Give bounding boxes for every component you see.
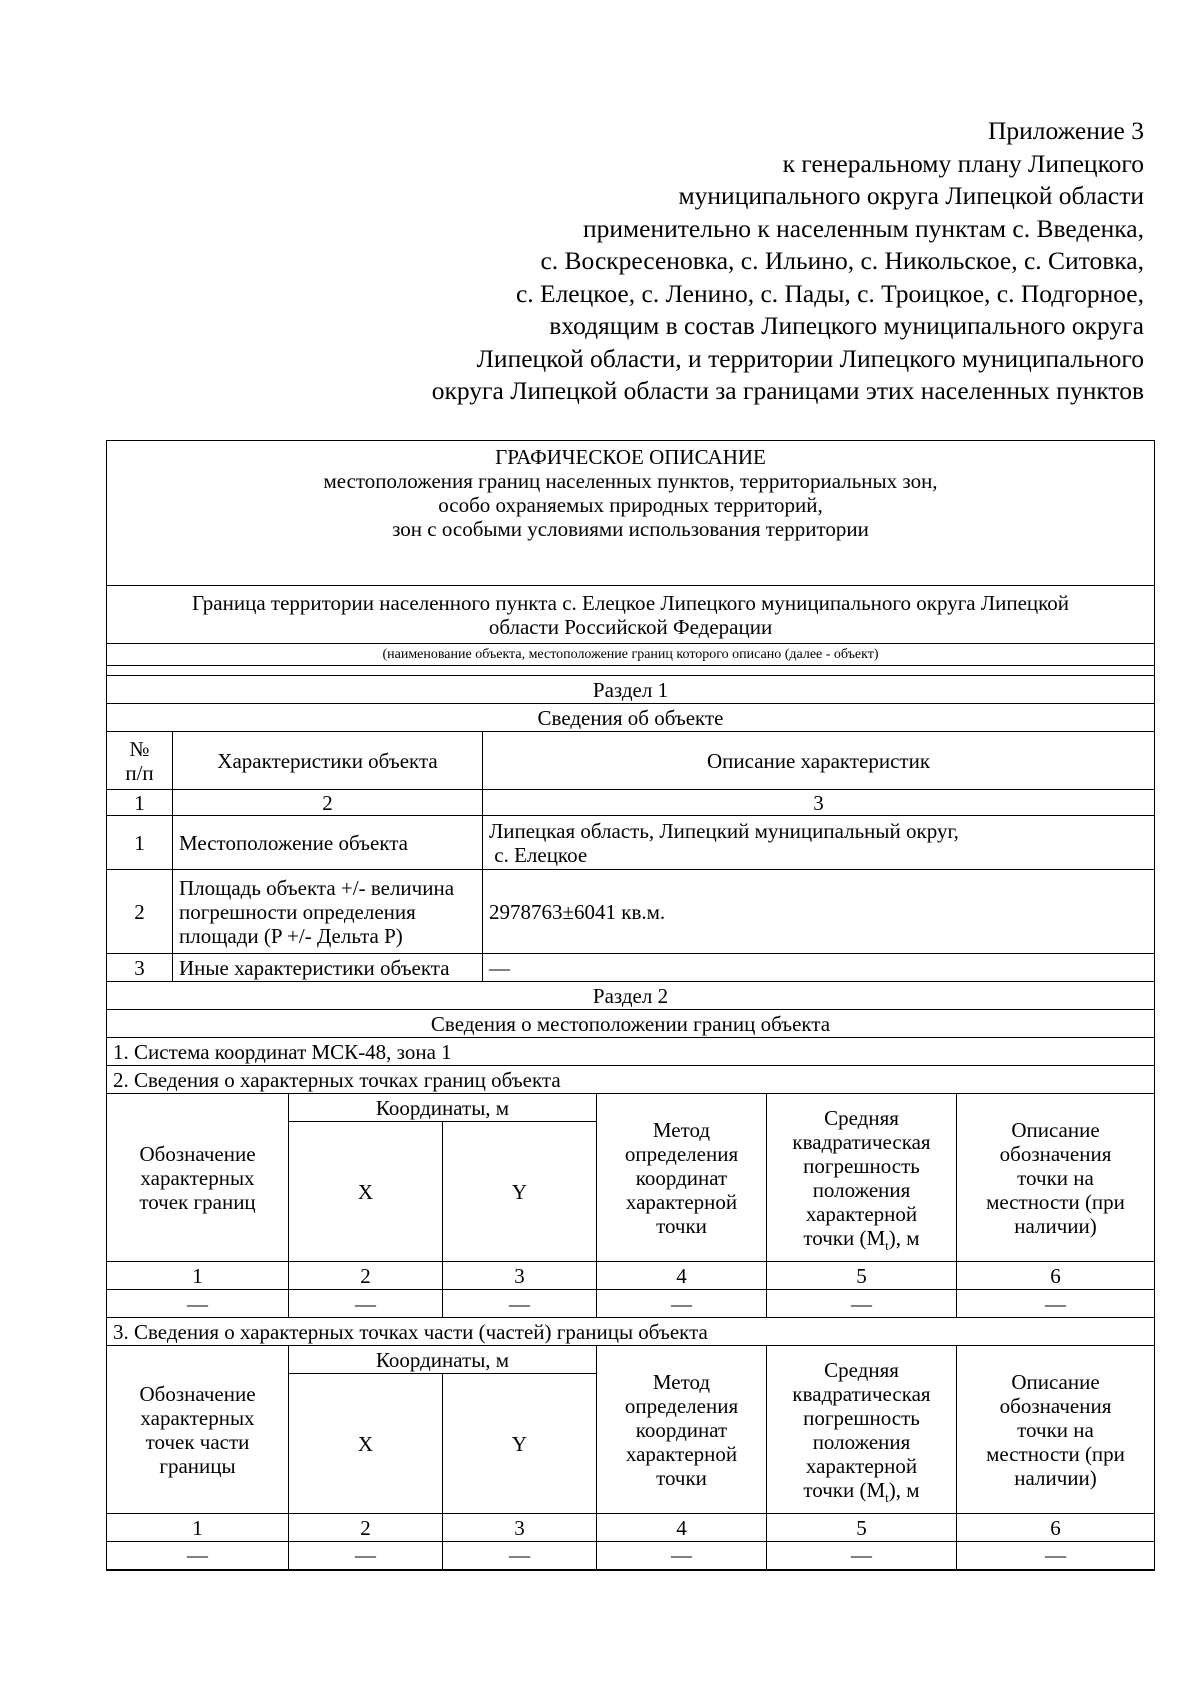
- parts-col-x: X: [289, 1374, 443, 1514]
- header-line: координат: [635, 1417, 728, 1442]
- header-line: определения: [624, 1141, 739, 1166]
- document-title: ГРАФИЧЕСКОЕ ОПИСАНИЕ: [495, 445, 766, 469]
- characteristic-line: погрешности определения: [179, 899, 416, 924]
- characteristic-line: Площадь объекта +/- величина: [179, 875, 455, 900]
- index-cell: 4: [597, 1514, 767, 1542]
- object-name-caption: (наименование объекта, местоположение границ которого описано (далее - объект): [107, 644, 1155, 666]
- data-cell: —: [597, 1290, 767, 1318]
- header-line: точек границ: [139, 1189, 256, 1214]
- description-line: 2978763±6041 кв.м.: [489, 899, 666, 924]
- points-col-method: [597, 1094, 767, 1262]
- appendix-line: с. Елецкое, с. Ленино, с. Пады, с. Троицкое, с. Подгорное,: [515, 278, 1144, 308]
- header-line: точки на: [1017, 1417, 1094, 1442]
- table-row: [107, 870, 1155, 954]
- header-line: Обозначение: [139, 1141, 256, 1166]
- index-cell: 3: [483, 790, 1155, 816]
- parts-col-y: Y: [443, 1374, 597, 1514]
- row-characteristic: [173, 954, 483, 982]
- section2-title: Раздел 2: [107, 982, 1155, 1010]
- document-subtitle-line: местоположения границ населенных пунктов, территориальных зон,: [323, 469, 938, 493]
- col-description-header: Описание характеристик: [483, 732, 1155, 790]
- description-line: —: [489, 955, 510, 980]
- header-line: характерной: [805, 1201, 918, 1226]
- appendix-line: применительно к населенным пунктам с. Введенка,: [583, 213, 1144, 243]
- graphic-description-table: [106, 440, 1155, 1571]
- appendix-line: с. Воскресеновка, с. Ильино, с. Никольское, с. Ситовка,: [540, 246, 1144, 275]
- table-row: [107, 954, 1155, 982]
- header-line: Метод: [652, 1369, 711, 1394]
- col-num-line: п/п: [125, 760, 154, 785]
- header-line: обозначения: [999, 1393, 1112, 1418]
- header-line: Метод: [652, 1117, 711, 1142]
- header-line: обозначения: [999, 1141, 1112, 1166]
- header-line: наличии): [1014, 1213, 1097, 1238]
- header-text: точки (M: [803, 1477, 886, 1502]
- section1-subtitle: Сведения об объекте: [107, 704, 1155, 732]
- header-line: Средняя: [824, 1357, 899, 1382]
- header-line: точки: [656, 1465, 707, 1490]
- data-cell: —: [597, 1542, 767, 1570]
- description-line: Липецкая область, Липецкий муниципальный округ,: [489, 818, 959, 843]
- document-title-block: [107, 441, 1155, 586]
- data-cell: —: [957, 1290, 1155, 1318]
- index-cell: 2: [289, 1514, 443, 1542]
- header-line: характерной: [625, 1189, 738, 1214]
- data-cell: —: [107, 1290, 289, 1318]
- parts-col-description: [957, 1346, 1155, 1514]
- parts-col-coordinates: Координаты, м: [289, 1346, 597, 1374]
- document-subtitle-line: особо охраняемых природных территорий,: [438, 493, 823, 517]
- header-subscript: t: [885, 1489, 889, 1505]
- index-cell: 5: [767, 1514, 957, 1542]
- row-number: 1: [107, 816, 173, 870]
- header-line: погрешность: [803, 1405, 920, 1430]
- header-line: квадратическая: [792, 1381, 931, 1406]
- header-line: точки: [656, 1213, 707, 1238]
- header-line: [773, 1225, 950, 1253]
- header-line: местности (при: [986, 1441, 1125, 1466]
- header-line: координат: [635, 1165, 728, 1190]
- header-line: определения: [624, 1393, 739, 1418]
- header-line: наличии): [1014, 1465, 1097, 1490]
- appendix-line: входящим в состав Липецкого муниципального округа: [549, 311, 1144, 340]
- index-cell: 2: [289, 1262, 443, 1290]
- characteristic-line: Иные характеристики объекта: [179, 955, 450, 980]
- row-number: 2: [107, 870, 173, 954]
- header-line: характерной: [625, 1441, 738, 1466]
- index-cell: 2: [173, 790, 483, 816]
- header-line: положения: [812, 1177, 911, 1202]
- data-cell: —: [289, 1290, 443, 1318]
- col-num-line: №: [129, 736, 150, 761]
- description-line: с. Елецкое: [489, 842, 588, 867]
- object-name: [107, 586, 1155, 644]
- table-row: [107, 1542, 1155, 1570]
- data-cell: —: [767, 1290, 957, 1318]
- points-title: 2. Сведения о характерных точках границ объекта: [107, 1066, 1155, 1094]
- parts-title: 3. Сведения о характерных точках части (частей) границы объекта: [107, 1318, 1155, 1346]
- header-text: ), м: [888, 1477, 920, 1502]
- data-cell: —: [289, 1542, 443, 1570]
- index-cell: 3: [443, 1262, 597, 1290]
- data-cell: —: [443, 1542, 597, 1570]
- header-text: точки (M: [803, 1225, 886, 1250]
- row-description: [483, 816, 1155, 870]
- header-line: Средняя: [824, 1105, 899, 1130]
- characteristic-line: площади (P +/- Дельта P): [179, 923, 403, 948]
- header-line: Описание: [1011, 1117, 1100, 1142]
- parts-col-error: [767, 1346, 957, 1514]
- section1-title: Раздел 1: [107, 676, 1155, 704]
- appendix-header: [244, 115, 1144, 408]
- appendix-line: Липецкой области, и территории Липецкого муниципального: [476, 343, 1144, 373]
- document-subtitle-line: зон с особыми условиями использования территории: [392, 517, 869, 541]
- row-characteristic: [173, 816, 483, 870]
- coordinate-system: 1. Система координат МСК-48, зона 1: [107, 1038, 1155, 1066]
- header-line: характерных: [140, 1405, 255, 1430]
- row-number: 3: [107, 954, 173, 982]
- table-row: [107, 816, 1155, 870]
- parts-col-designation: [107, 1346, 289, 1514]
- index-cell: 5: [767, 1262, 957, 1290]
- index-cell: 6: [957, 1514, 1155, 1542]
- header-line: погрешность: [803, 1153, 920, 1178]
- header-line: характерных: [140, 1165, 255, 1190]
- header-line: точки на: [1017, 1165, 1094, 1190]
- appendix-line: к генеральному плану Липецкого: [782, 148, 1144, 178]
- points-col-y: Y: [443, 1122, 597, 1262]
- data-cell: —: [107, 1542, 289, 1570]
- header-line: квадратическая: [792, 1129, 931, 1154]
- spacer-row: [107, 666, 1155, 676]
- header-line: [773, 1477, 950, 1505]
- index-cell: 6: [957, 1262, 1155, 1290]
- data-cell: —: [443, 1290, 597, 1318]
- points-col-x: X: [289, 1122, 443, 1262]
- section2-subtitle: Сведения о местоположении границ объекта: [107, 1010, 1155, 1038]
- row-description: [483, 870, 1155, 954]
- index-cell: 1: [107, 790, 173, 816]
- object-name-line: Граница территории населенного пункта с. Елецкое Липецкого муниципального округа Липецкой: [191, 590, 1070, 615]
- header-line: Обозначение: [139, 1381, 256, 1406]
- points-col-error: [767, 1094, 957, 1262]
- data-cell: —: [767, 1542, 957, 1570]
- row-characteristic: [173, 870, 483, 954]
- header-subscript: t: [885, 1237, 889, 1253]
- appendix-line: муниципального округа Липецкой области: [678, 181, 1144, 210]
- appendix-line: Приложение 3: [988, 116, 1144, 145]
- index-cell: 4: [597, 1262, 767, 1290]
- col-characteristics-header: Характеристики объекта: [173, 732, 483, 790]
- header-text: ), м: [888, 1225, 920, 1250]
- object-name-line: области Российской Федерации: [488, 614, 773, 639]
- points-col-coordinates: Координаты, м: [289, 1094, 597, 1122]
- characteristic-line: Местоположение объекта: [179, 830, 409, 855]
- points-col-designation: [107, 1094, 289, 1262]
- index-cell: 1: [107, 1514, 289, 1542]
- header-line: положения: [812, 1429, 911, 1454]
- appendix-line: округа Липецкой области за границами этих населенных пунктов: [431, 376, 1144, 405]
- header-line: границы: [159, 1453, 236, 1478]
- col-num-header: [107, 732, 173, 790]
- header-line: Описание: [1011, 1369, 1100, 1394]
- header-line: точек части: [145, 1429, 250, 1454]
- parts-col-method: [597, 1346, 767, 1514]
- data-cell: —: [957, 1542, 1155, 1570]
- row-description: [483, 954, 1155, 982]
- index-cell: 3: [443, 1514, 597, 1542]
- points-col-description: [957, 1094, 1155, 1262]
- header-line: местности (при: [986, 1189, 1125, 1214]
- header-line: характерной: [805, 1453, 918, 1478]
- table-row: [107, 1290, 1155, 1318]
- index-cell: 1: [107, 1262, 289, 1290]
